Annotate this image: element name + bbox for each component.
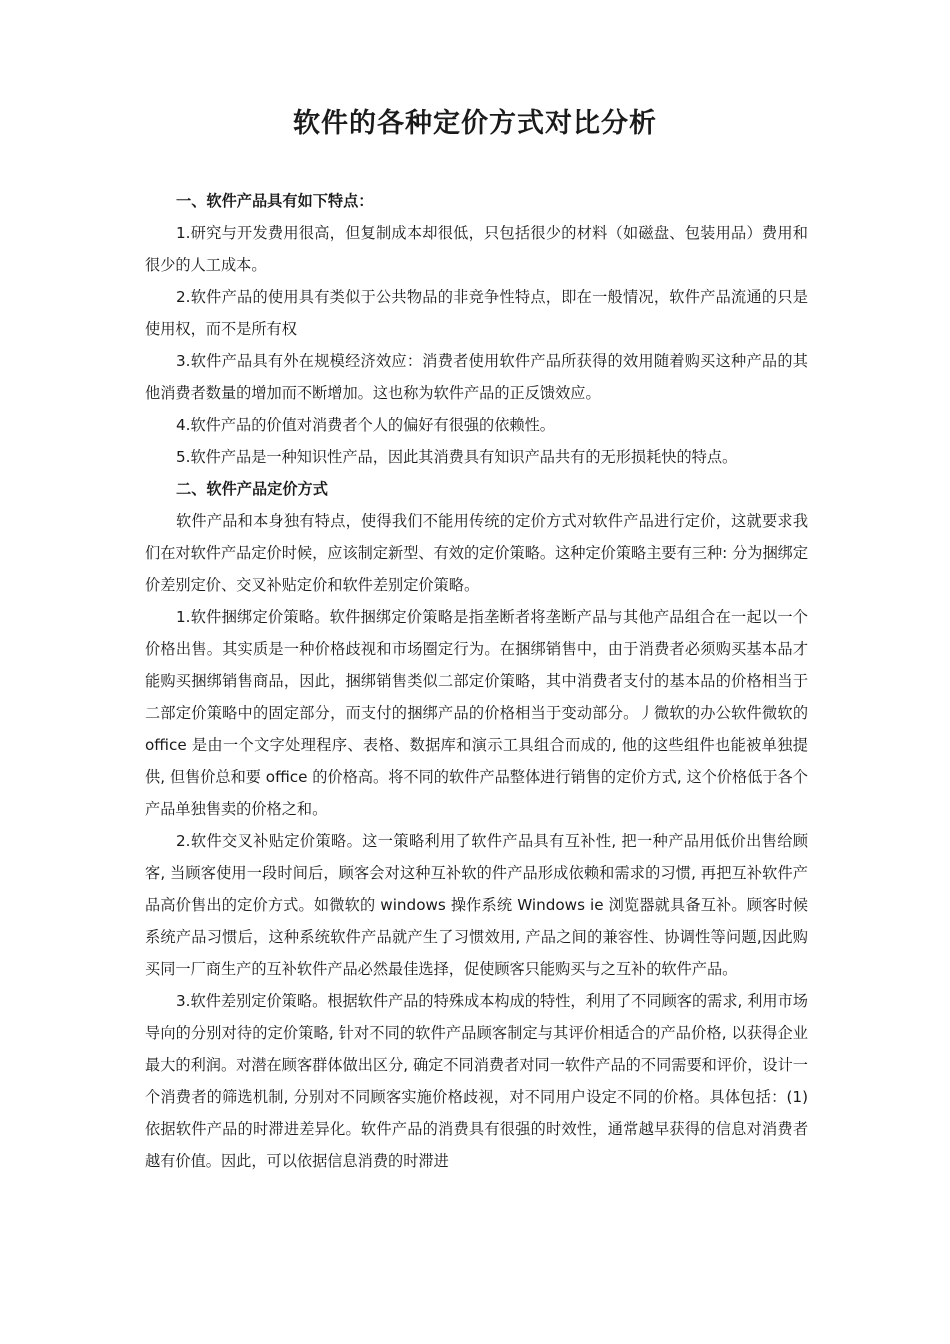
paragraph-feature-1: 1.研究与开发费用很高，但复制成本却很低，只包括很少的材料（如磁盘、包装用品）费用和很少的人工成本。: [145, 224, 808, 274]
paragraph-cross-subsidy-pricing: 2.软件交叉补贴定价策略。这一策略利用了软件产品具有互补性, 把一种产品用低价出售给顾客, 当顾客使用一段时间后，顾客会对这种互补软的件产品形成依赖和需求的习惯, 再把互补软件产品高价售出的定价方式。如微软的 windows 操作系统 Windows ie 浏览器就具备互补。顾客时候系统产品习惯后，这种系统软件产品就产生了习惯效用, 产品之间的兼容性、协调性等问题,因此购买同一厂商生产的互补软件产品必然最佳选择，促使顾客只能购买与之互补的软件产品。: [145, 832, 808, 978]
document-title: 软件的各种定价方式对比分析: [293, 108, 657, 139]
paragraph-feature-2: 2.软件产品的使用具有类似于公共物品的非竞争性特点，即在一般情况，软件产品流通的只是使用权，而不是所有权: [145, 288, 808, 338]
document-body: [145, 185, 808, 1177]
paragraph-bundle-pricing: 1.软件捆绑定价策略。软件捆绑定价策略是指垄断者将垄断产品与其他产品组合在一起以一个价格出售。其实质是一种价格歧视和市场圈定行为。在捆绑销售中，由于消费者必须购买基本品才能购买捆绑销售商品，因此，捆绑销售类似二部定价策略，其中消费者支付的基本品的价格相当于二部定价策略中的固定部分，而支付的捆绑产品的价格相当于变动部分。丿微软的办公软件微软的 office 是由一个文字处理程序、表格、数据库和演示工具组合而成的, 他的这些组件也能被单独提供, 但售价总和要 office 的价格高。将不同的软件产品整体进行销售的定价方式, 这个价格低于各个产品单独售卖的价格之和。: [145, 608, 808, 818]
section-heading-pricing: 二、软件产品定价方式: [176, 480, 328, 498]
paragraph-feature-3: 3.软件产品具有外在规模经济效应：消费者使用软件产品所获得的效用随着购买这种产品的其他消费者数量的增加而不断增加。这也称为软件产品的正反馈效应。: [145, 352, 808, 402]
paragraph-feature-4: 4.软件产品的价值对消费者个人的偏好有很强的依赖性。: [176, 416, 555, 434]
paragraph-pricing-intro: 软件产品和本身独有特点，使得我们不能用传统的定价方式对软件产品进行定价，这就要求我们在对软件产品定价时候，应该制定新型、有效的定价策略。这种定价策略主要有三种: 分为捆绑定价差别定价、交叉补贴定价和软件差别定价策略。: [145, 512, 809, 594]
paragraph-differential-pricing: 3.软件差别定价策略。根据软件产品的特殊成本构成的特性，利用了不同顾客的需求, 利用市场导向的分别对待的定价策略, 针对不同的软件产品顾客制定与其评价相适合的产品价格, 以获得企业最大的利润。对潜在顾客群体做出区分, 确定不同消费者对同一软件产品的不同需要和评价，设计一个消费者的筛选机制, 分别对不同顾客实施价格歧视，对不同用户设定不同的价格。具体包括：(1) 依据软件产品的时滞进差异化。软件产品的消费具有很强的时效性，通常越早获得的信息对消费者越有价值。因此，可以依据信息消费的时滞进: [145, 992, 808, 1170]
paragraph-feature-5: 5.软件产品是一种知识性产品，因此其消费具有知识产品共有的无形损耗快的特点。: [176, 448, 738, 466]
section-heading-features: 一、软件产品具有如下特点：: [176, 192, 374, 210]
